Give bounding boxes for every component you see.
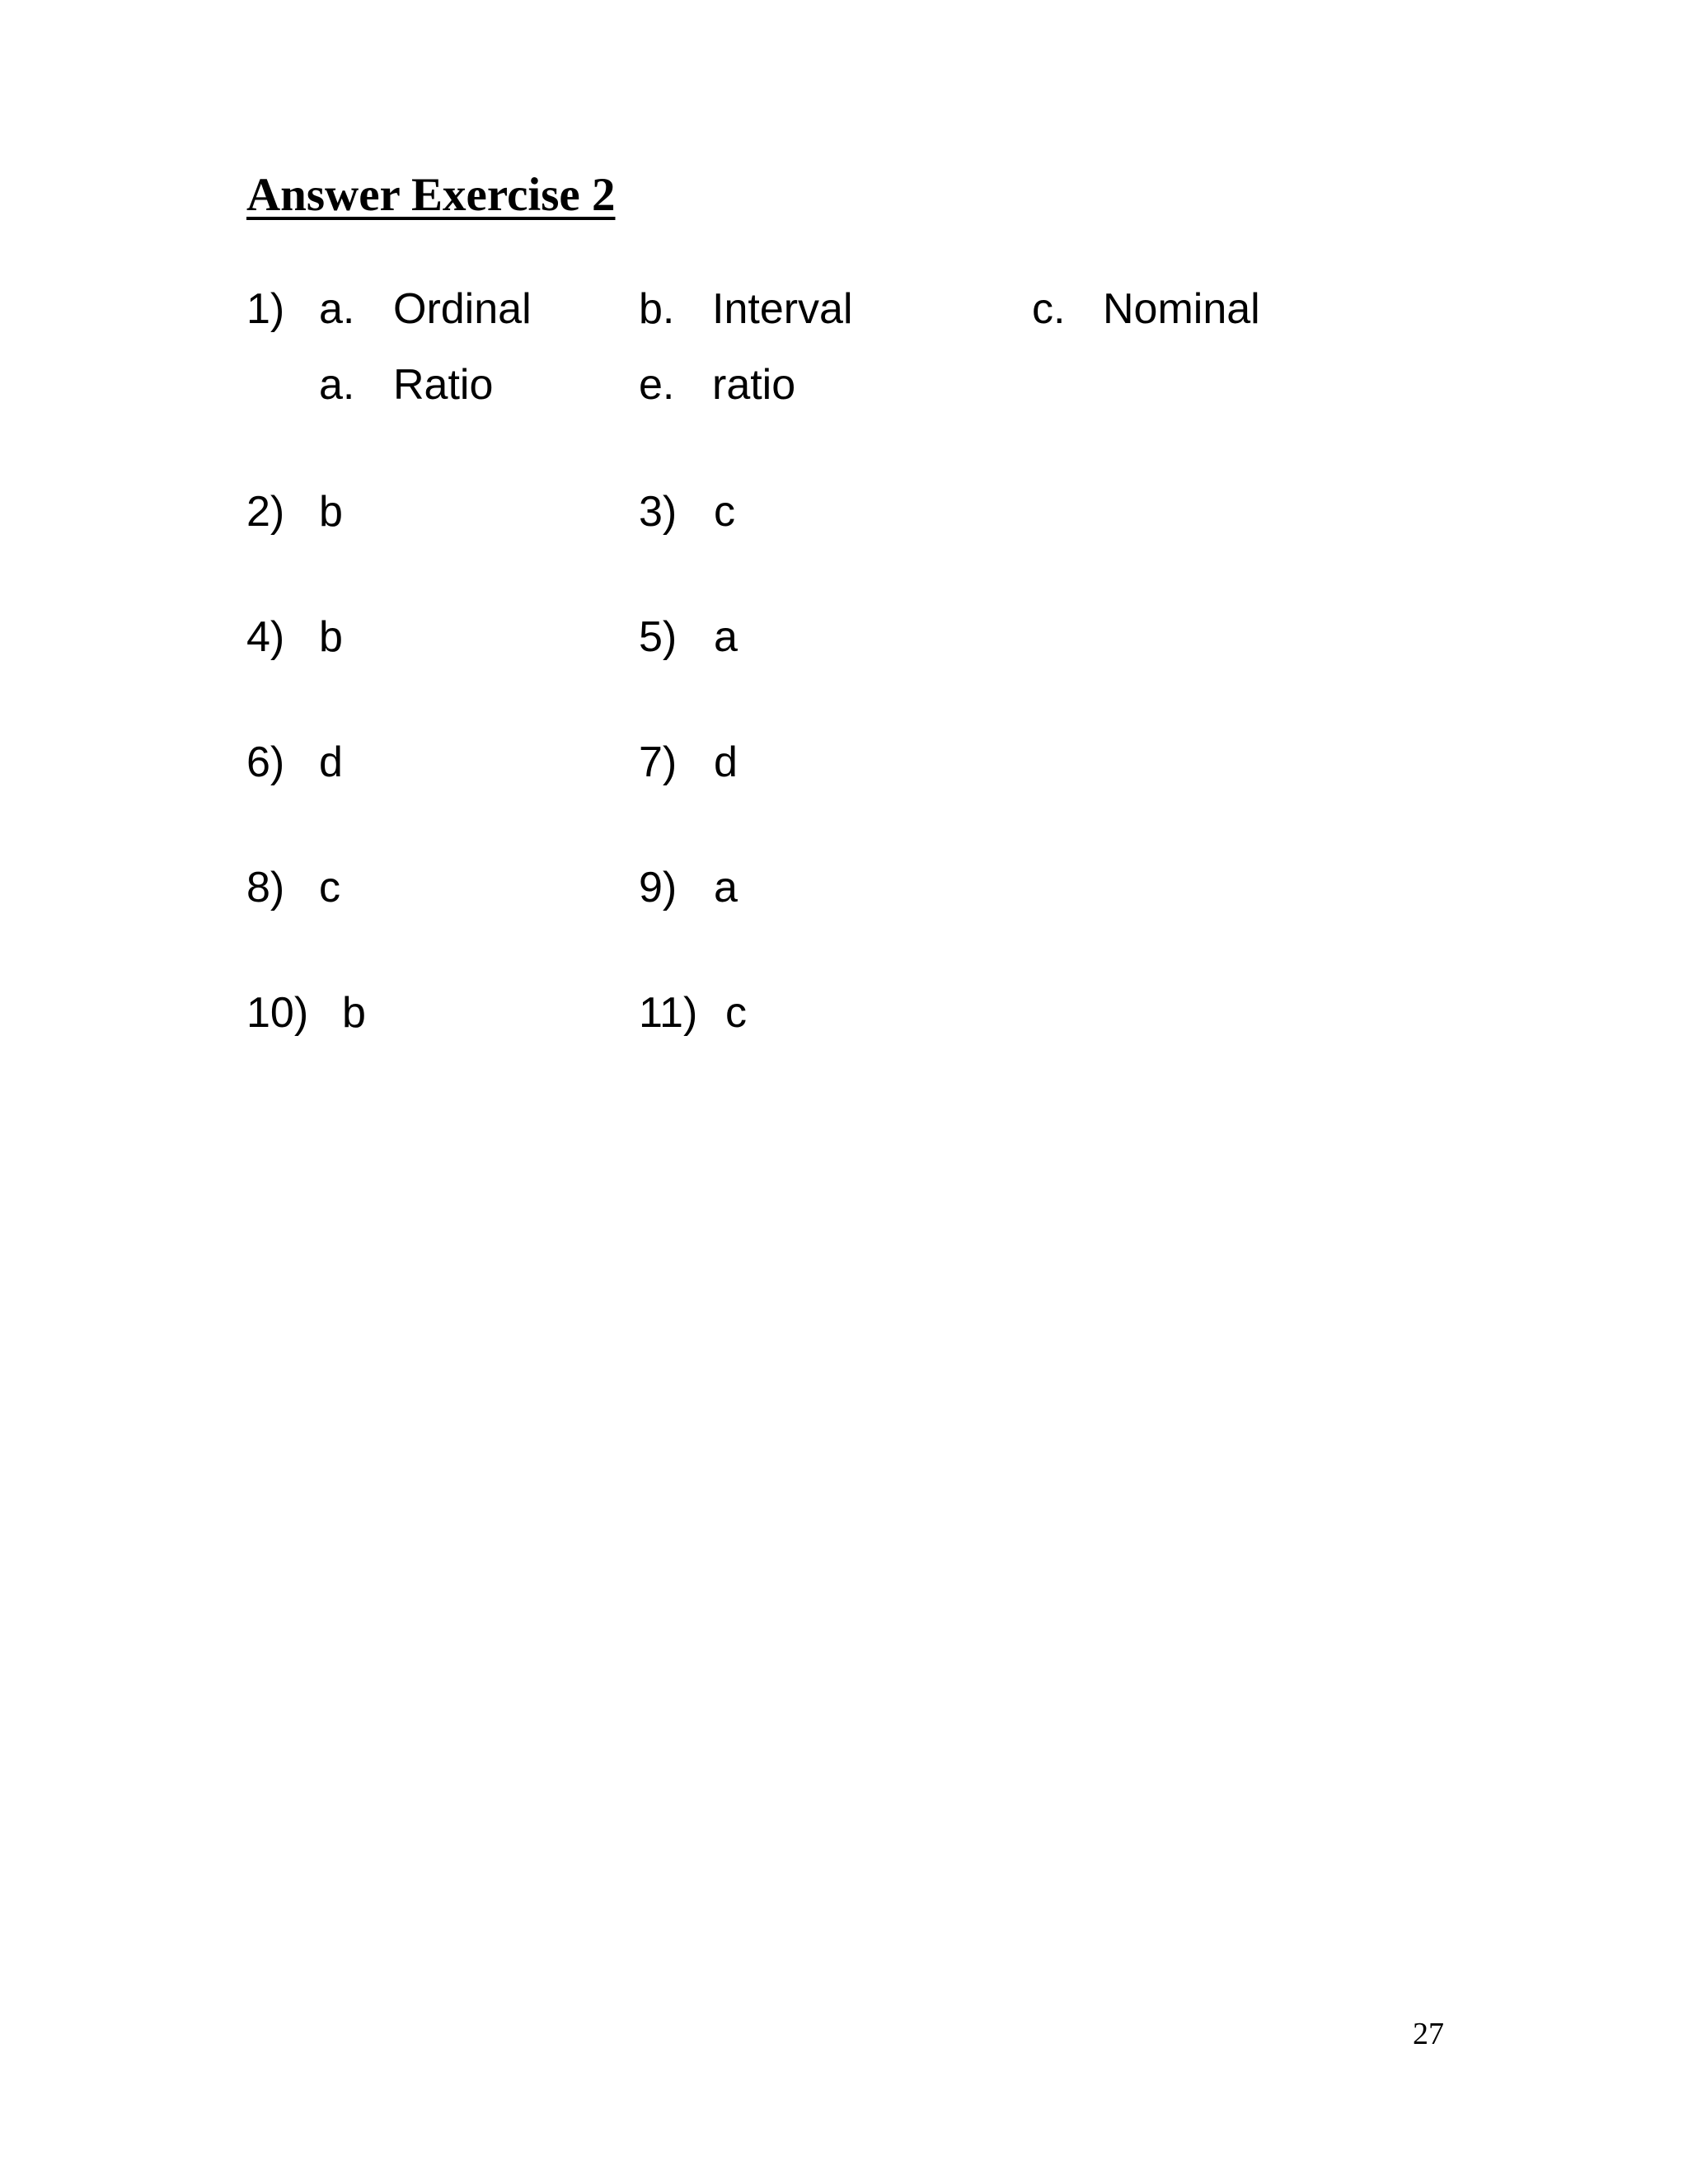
q8-answer: c xyxy=(319,864,340,912)
q1-d-answer: Ratio xyxy=(393,361,494,409)
q9-answer: a xyxy=(714,864,738,912)
q1-b-letter: b. xyxy=(639,285,675,333)
q1-a-letter: a. xyxy=(319,285,355,333)
q11-number: 11) xyxy=(639,989,698,1037)
q5-number: 5) xyxy=(639,613,678,661)
q2-answer: b xyxy=(319,488,343,536)
q4-number: 4) xyxy=(246,613,285,661)
q4-answer: b xyxy=(319,613,343,661)
q1-e-answer: ratio xyxy=(712,361,796,409)
q9-number: 9) xyxy=(639,864,678,912)
q3-number: 3) xyxy=(639,488,678,536)
q7-number: 7) xyxy=(639,738,678,786)
q3-answer: c xyxy=(714,488,735,536)
q1-number: 1) xyxy=(246,285,285,333)
q1-d-letter: a. xyxy=(319,361,355,409)
q5-answer: a xyxy=(714,613,738,661)
q11-answer: c xyxy=(725,989,747,1037)
q2-number: 2) xyxy=(246,488,285,536)
q1-c-answer: Nominal xyxy=(1103,285,1260,333)
q1-c-letter: c. xyxy=(1032,285,1066,333)
q6-number: 6) xyxy=(246,738,285,786)
page-title: Answer Exercise 2 xyxy=(246,169,616,221)
q8-number: 8) xyxy=(246,864,285,912)
q1-e-letter: e. xyxy=(639,361,675,409)
q10-number: 10) xyxy=(246,989,309,1037)
q10-answer: b xyxy=(342,989,366,1037)
q6-answer: d xyxy=(319,738,343,786)
page-number: 27 xyxy=(1413,2017,1444,2051)
q1-b-answer: Interval xyxy=(712,285,853,333)
q1-a-answer: Ordinal xyxy=(393,285,532,333)
q7-answer: d xyxy=(714,738,738,786)
